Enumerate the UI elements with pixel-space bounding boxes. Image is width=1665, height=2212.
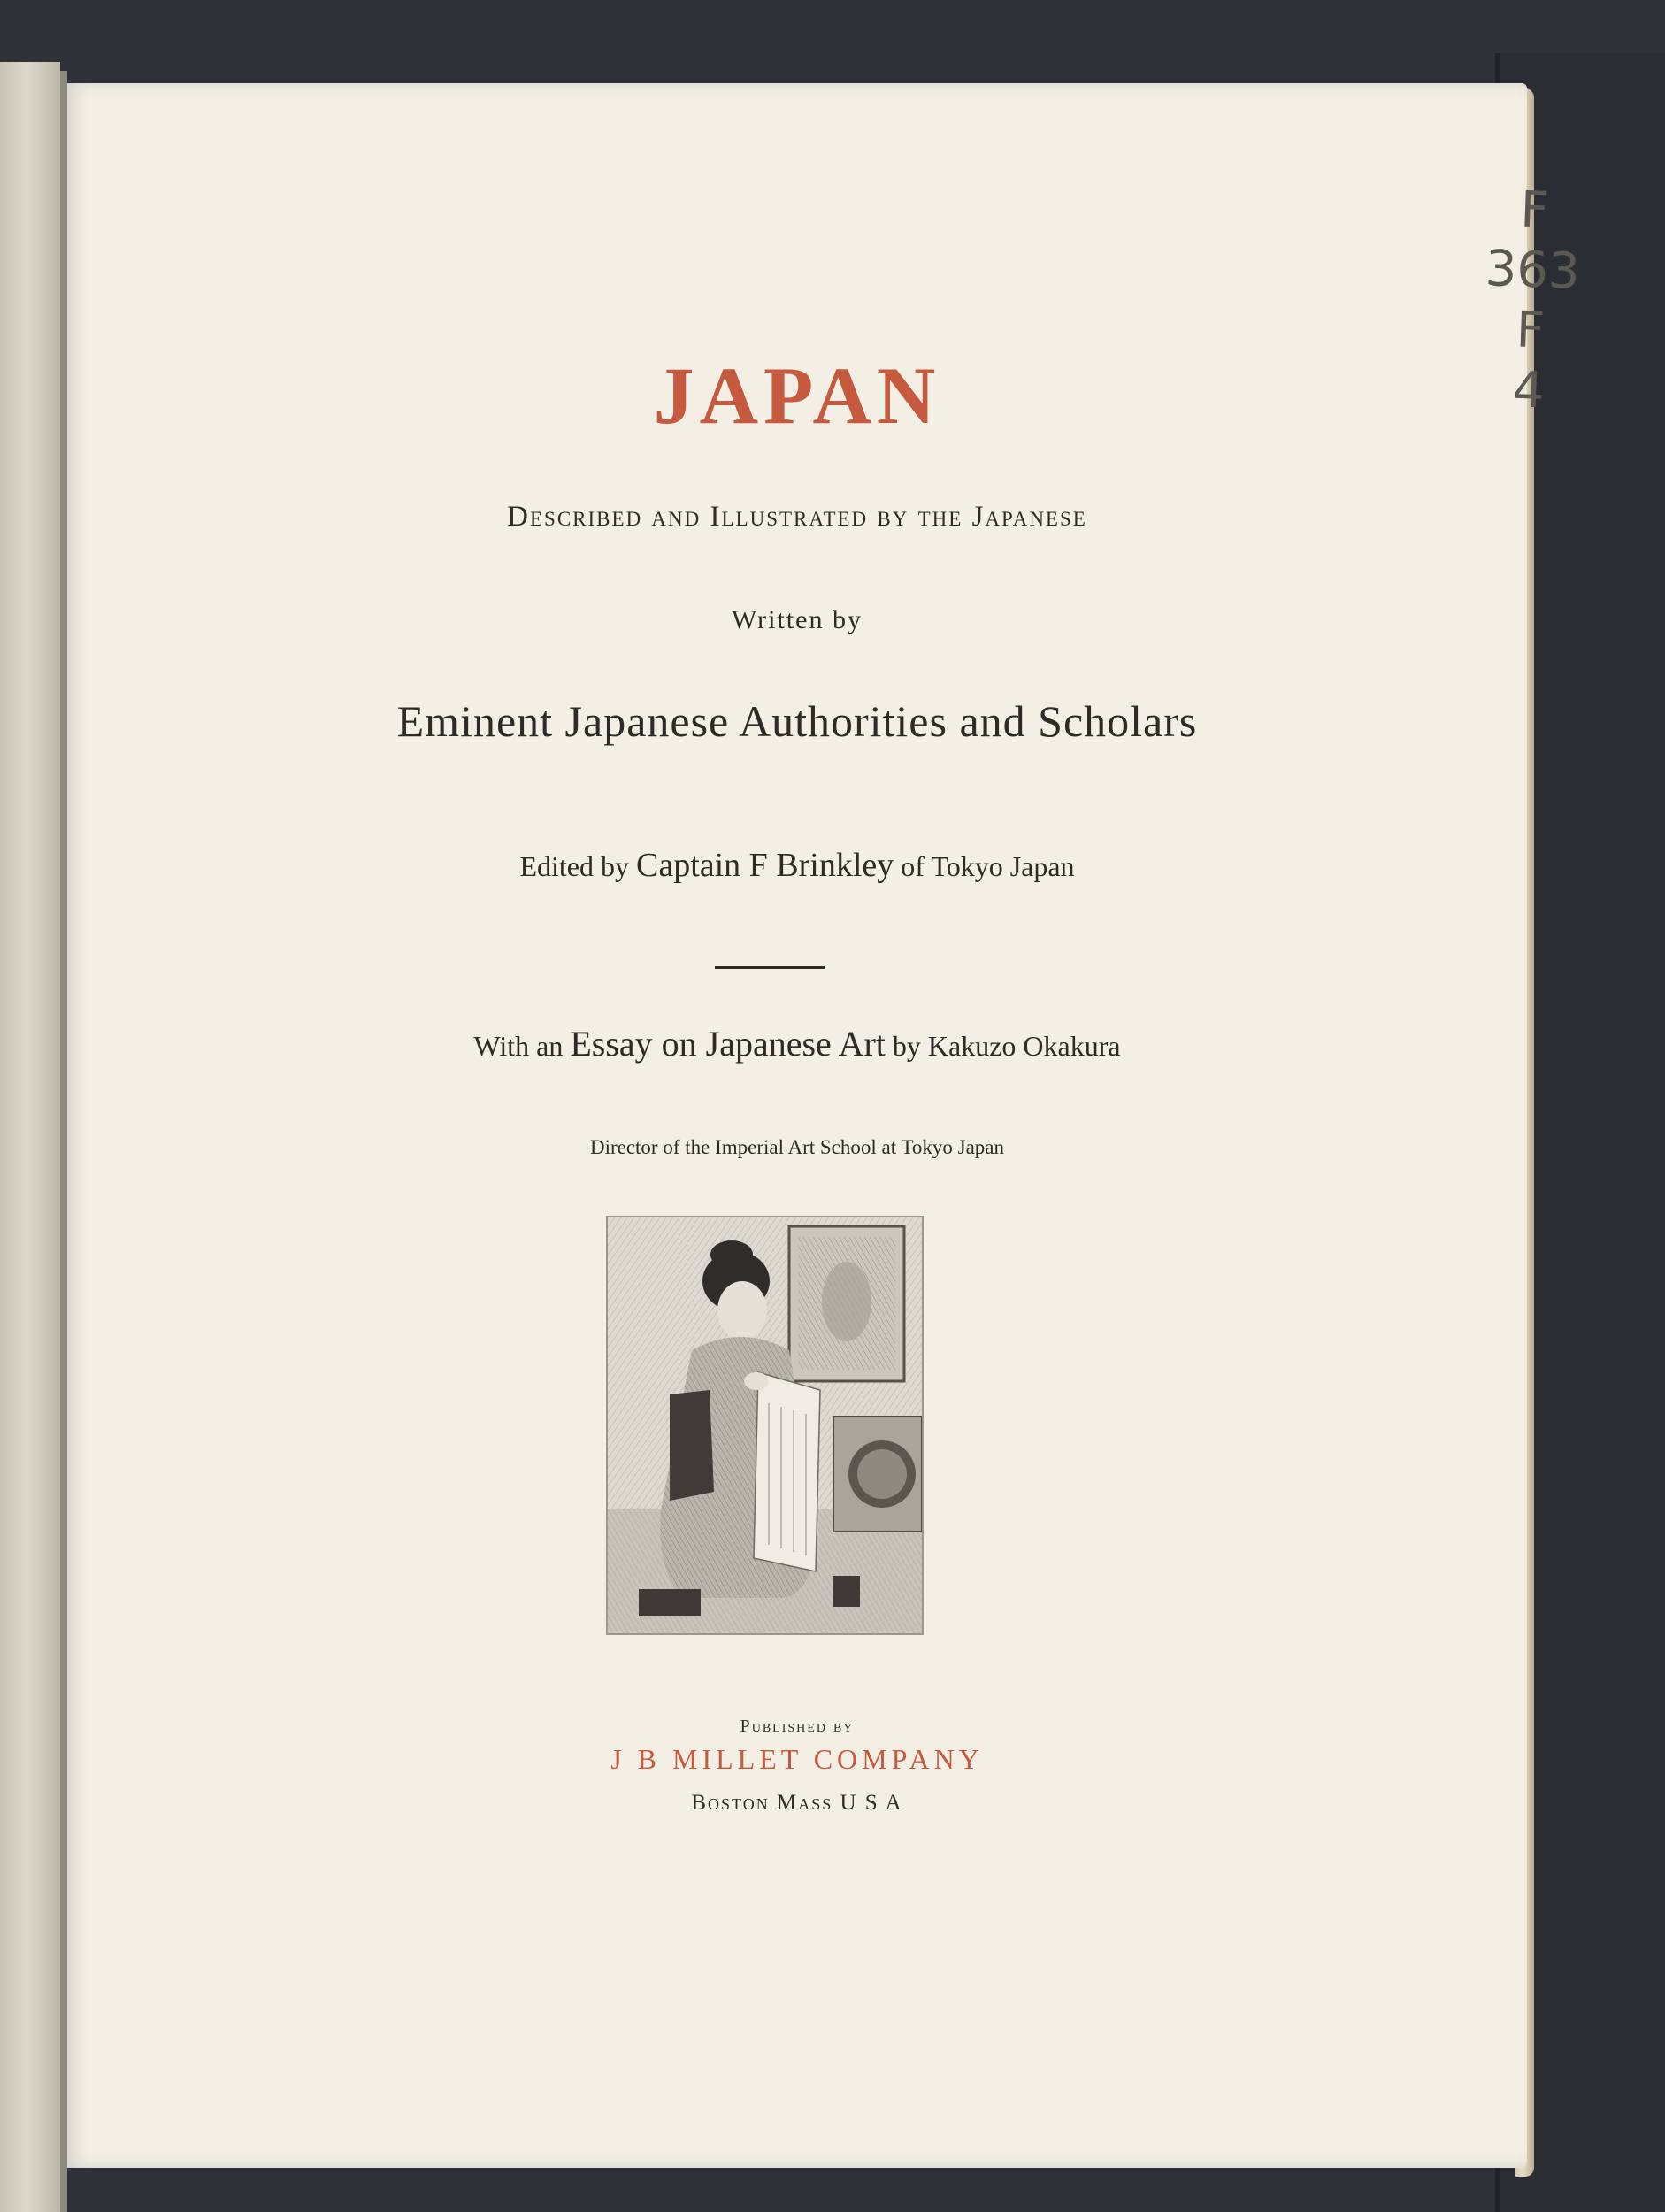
editor-suffix: of Tokyo Japan	[901, 850, 1075, 882]
call-number-line: 363	[1484, 240, 1581, 301]
editor-line	[67, 846, 1527, 885]
frontispiece-illustration	[606, 1216, 924, 1635]
title-page	[67, 83, 1581, 2168]
essay-title: Essay on Japanese Art	[570, 1024, 886, 1064]
essay-line	[67, 1023, 1527, 1064]
engraving-image	[608, 1217, 922, 1633]
book-title: JAPAN	[653, 350, 941, 441]
published-by-label: Published by	[740, 1717, 855, 1736]
authors-line: Eminent Japanese Authorities and Scholars	[396, 696, 1198, 746]
left-facing-page	[0, 62, 60, 2212]
essay-prefix: With an	[473, 1030, 564, 1062]
gutter-shadow	[60, 71, 67, 2212]
editor-name: Captain F Brinkley	[635, 847, 894, 884]
call-number-line: 4	[1511, 361, 1546, 420]
director-line: Director of the Imperial Art School at Tokyo Japan	[589, 1136, 1005, 1158]
publisher-city: Boston Mass U S A	[691, 1791, 903, 1815]
editor-prefix: Edited by	[519, 850, 629, 882]
publisher-name: J B MILLET COMPANY	[610, 1743, 984, 1775]
book-subtitle: Described and Illustrated by the Japanese	[507, 501, 1087, 533]
call-number-line: F	[1519, 180, 1550, 240]
call-number-line: F	[1515, 301, 1546, 360]
written-by-label: Written by	[732, 605, 863, 634]
divider-rule	[715, 966, 825, 969]
essay-author: by Kakuzo Okakura	[892, 1030, 1121, 1062]
